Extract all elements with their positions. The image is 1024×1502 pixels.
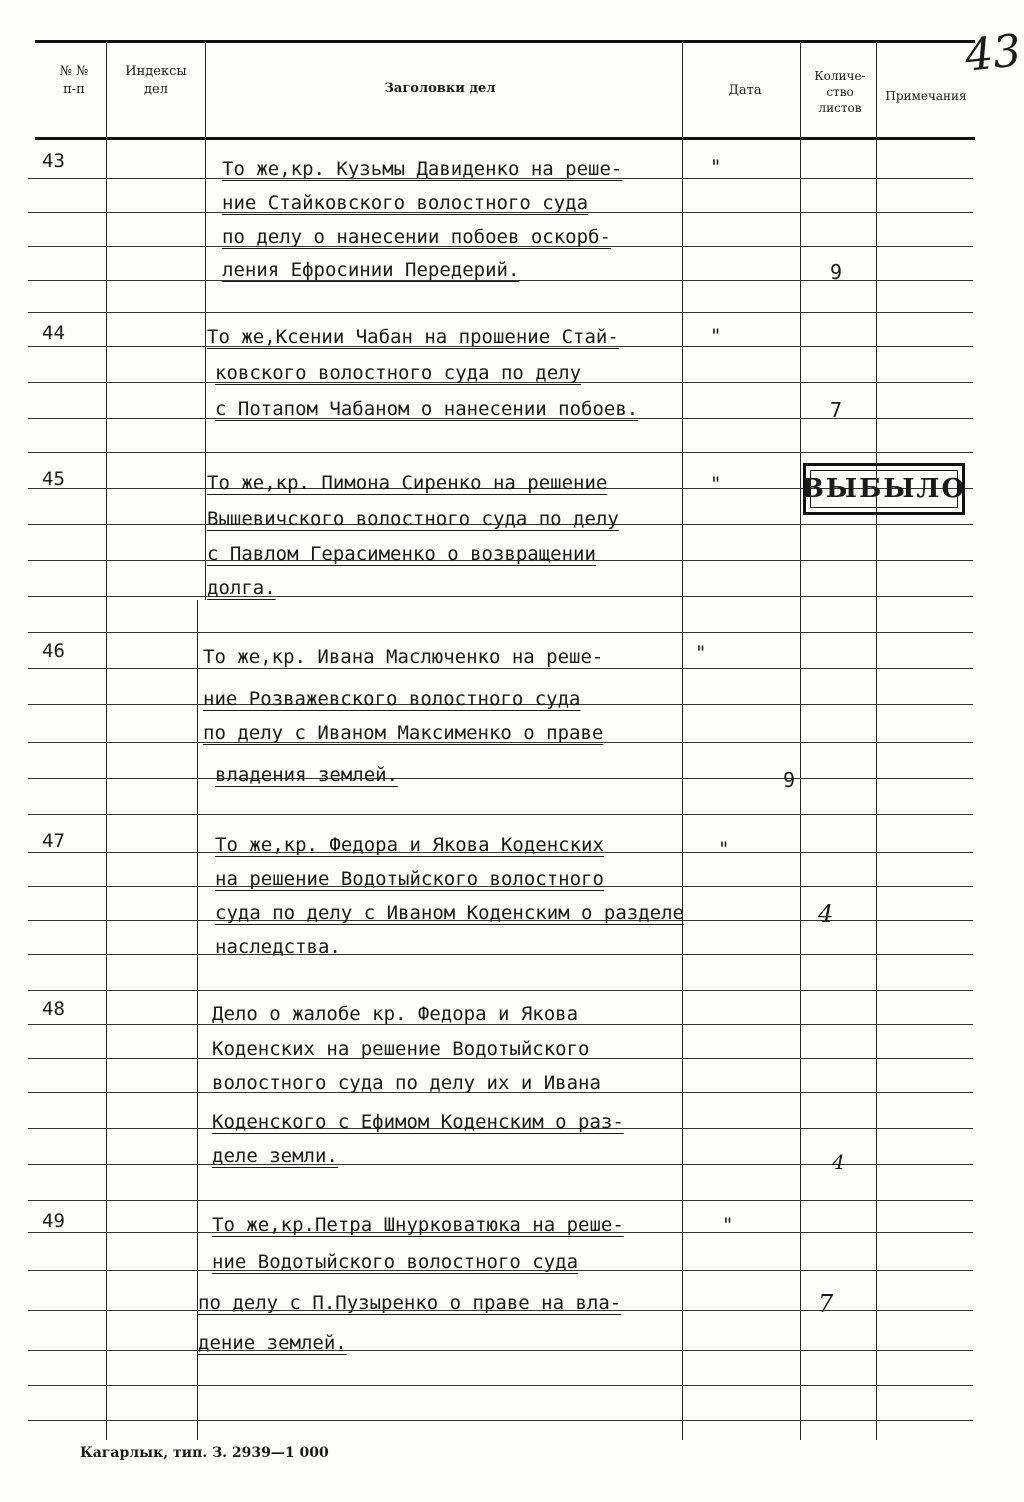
- title-line: по делу о нанесении побоев оскорб-: [222, 226, 611, 248]
- title-line: с Потапом Чабаном о нанесении побоев.: [215, 398, 639, 420]
- date-ditto: ": [718, 838, 730, 860]
- title-line: ления Ефросинии Передерий.: [222, 259, 520, 281]
- column-divider-2-lower: [197, 600, 198, 1440]
- date-ditto: ": [722, 1214, 734, 1236]
- ruled-line: [28, 1350, 973, 1351]
- record-number: 47: [42, 830, 65, 852]
- column-divider-3: [682, 40, 683, 1440]
- record-number: 49: [42, 1210, 65, 1232]
- title-line: с Павлом Герасименко о возвращении: [207, 543, 596, 565]
- title-line: Коденских на решение Водотыйского: [212, 1038, 590, 1060]
- title-line: То же,кр. Пимона Сиренко на решение: [207, 472, 608, 494]
- title-line: То же,кр.Петра Шнурковатюка на реше-: [212, 1214, 624, 1236]
- ruled-line: [28, 312, 973, 313]
- record-number: 44: [42, 322, 65, 344]
- title-line: ние Розважевского волостного суда: [203, 688, 581, 710]
- record-number: 48: [42, 998, 65, 1020]
- title-line: ковского волостного суда по делу: [215, 362, 582, 384]
- sheet-count: 9: [830, 260, 843, 284]
- sheet-count: 7: [830, 398, 843, 422]
- date-ditto: ": [710, 473, 722, 495]
- title-line: дение землей.: [198, 1332, 347, 1354]
- header-count: Количе- ство листов: [814, 69, 866, 116]
- date-ditto: ": [710, 325, 722, 347]
- title-line: суда по делу с Иваном Коденским о разделе: [215, 902, 684, 924]
- ruled-line: [28, 954, 973, 955]
- title-line: волостного суда по делу их и Ивана: [212, 1072, 601, 1094]
- date-ditto: ": [695, 642, 707, 664]
- ruled-line: [28, 632, 973, 633]
- title-line: наследства.: [215, 936, 341, 958]
- title-line: Вышевичского волостного суда по делу: [207, 508, 619, 530]
- title-line: ние Водотыйского волостного суда: [212, 1251, 579, 1273]
- header-notes: Примечания: [885, 89, 967, 103]
- title-line: долга.: [207, 577, 276, 599]
- column-divider-1: [106, 40, 107, 1440]
- title-line: ние Стайковского волостного суда: [222, 192, 589, 214]
- title-line: То же,Ксении Чабан на прошение Стай-: [207, 326, 619, 348]
- title-line: Коденского с Ефимом Коденским о раз-: [212, 1111, 624, 1133]
- title-line: по делу с П.Пузыренко о праве на вла-: [198, 1292, 622, 1314]
- page-number: 43: [962, 25, 1024, 82]
- header-divider: [35, 137, 975, 140]
- ruled-line: [28, 1420, 973, 1421]
- record-number: 45: [42, 468, 65, 490]
- title-line: То же,кр. Ивана Маслюченко на реше-: [203, 646, 604, 668]
- title-line: То же,кр. Федора и Якова Коденских: [215, 834, 604, 856]
- ruled-line: [28, 452, 973, 453]
- header-num: № № п-п: [59, 64, 89, 97]
- sheet-count: 9: [783, 768, 796, 792]
- withdrawn-stamp: ВЫБЫЛО: [803, 463, 965, 515]
- ruled-line: [28, 1385, 973, 1386]
- ruled-line: [28, 990, 973, 991]
- sheet-count: 4: [818, 900, 834, 928]
- title-line: владения землей.: [215, 764, 399, 786]
- header-date: Дата: [728, 83, 762, 98]
- sheet-count: 4: [832, 1150, 845, 1174]
- header-index: Индексы дел: [125, 64, 187, 97]
- printer-imprint: Кагарлык, тип. З. 2939—1 000: [80, 1445, 329, 1461]
- title-line: Дело о жалобе кр. Федора и Якова: [212, 1003, 579, 1025]
- record-number: 43: [42, 150, 65, 172]
- date-ditto: ": [710, 156, 722, 178]
- ruled-line: [28, 596, 973, 597]
- record-number: 46: [42, 640, 65, 662]
- ruled-line: [28, 778, 973, 779]
- ruled-line: [28, 668, 973, 669]
- top-border: [35, 40, 975, 43]
- title-line: на решение Водотыйского волостного: [215, 868, 604, 890]
- title-line: деле земли.: [212, 1145, 338, 1167]
- column-divider-2: [205, 40, 206, 600]
- title-line: То же,кр. Кузьмы Давиденко на реше-: [222, 158, 623, 180]
- ruled-line: [28, 1200, 973, 1201]
- title-line: по делу с Иваном Максименко о праве: [203, 722, 604, 744]
- ruled-line: [28, 814, 973, 815]
- column-divider-4: [800, 40, 801, 1440]
- header-titles: Заголовки дел: [384, 81, 496, 96]
- column-divider-5: [876, 40, 877, 1440]
- sheet-count: 7: [818, 1290, 834, 1318]
